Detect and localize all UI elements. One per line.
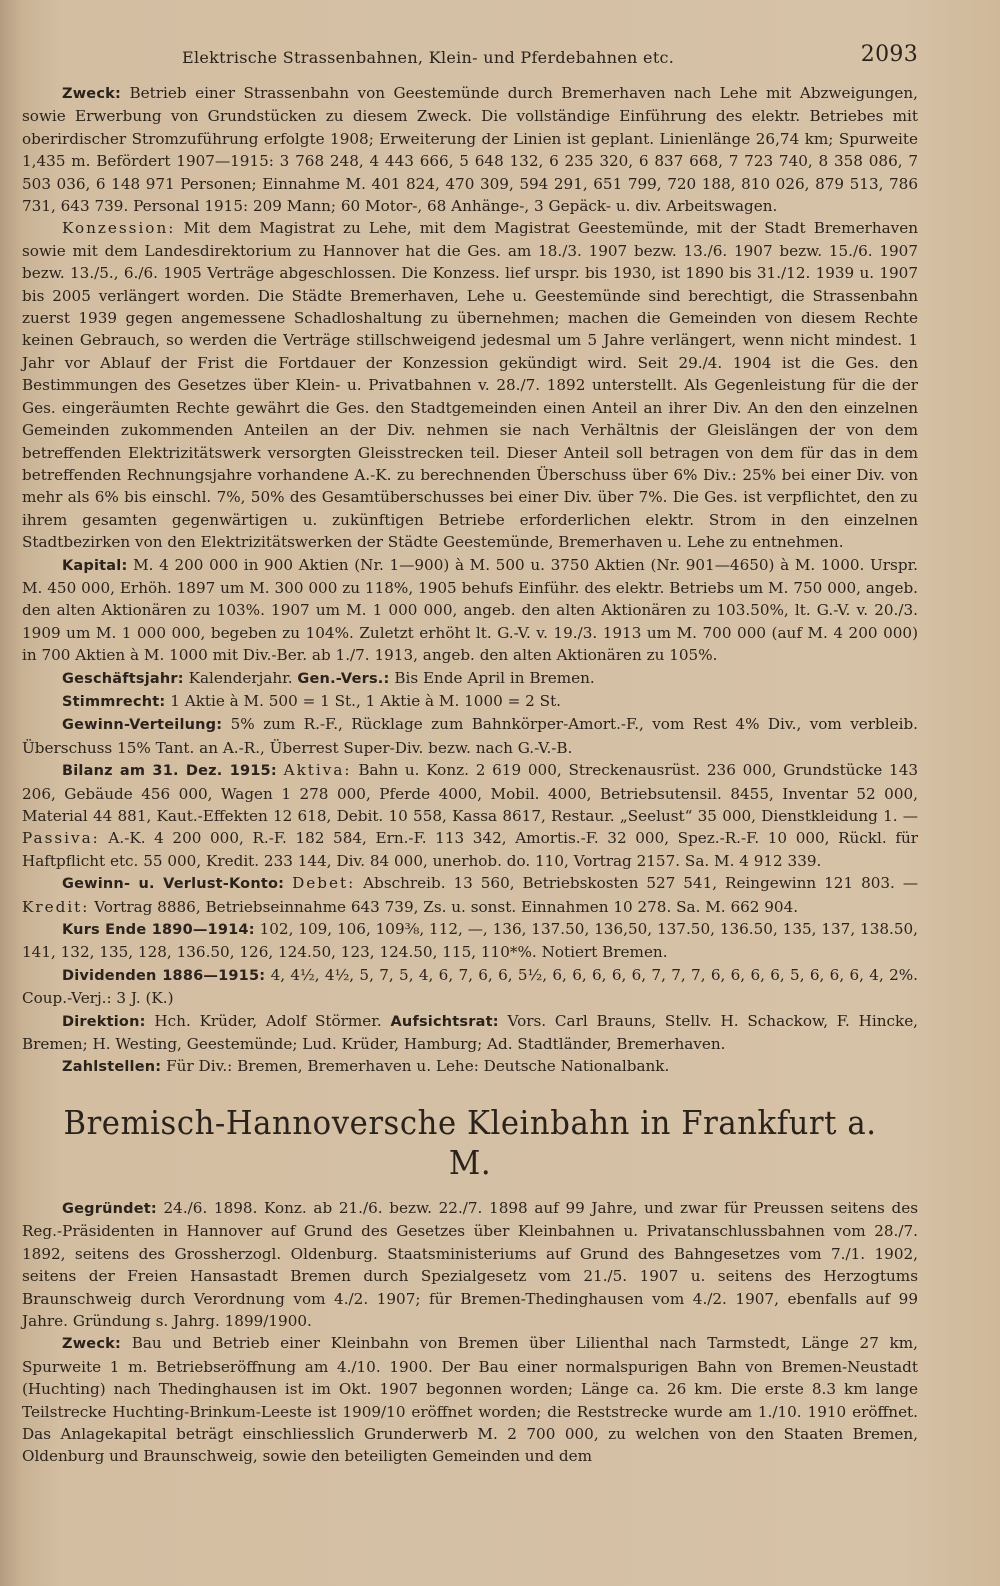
zweck2-text: Bau und Betrieb einer Kleinbahn von Bremen über Lilienthal nach Tarmstedt, Länge 27 km, Spurweite 1 m. Betriebseröffnung am 4./10. 1900. Der Bau einer normalspurigen Bahn von Bremen-Neustadt (Huchting) nach Thedinghausen ist im Okt. 1907 begonnen worden; Länge ca. 26 km. Die erste 8.3 km lange Teilstrecke Huchting-Brinkum-Leeste ist 1909/10 eröffnet worden; die Reststrecke wurde am 1./10. 1910 eröffnet. Das Anlagekapital beträgt einschliesslich Grunderwerb M. 2 700 000, zu welchen von den Staaten Bremen, Oldenburg und Braunschweig, sowie den beteiligten Gemeinden und dem xyxy=(22,1334,918,1466)
gewinn-label: Gewinn-Verteilung: xyxy=(62,717,223,734)
direktion-label: Direktion: xyxy=(62,1013,146,1030)
konzession-text: Mit dem Magistrat zu Lehe, mit dem Magistrat Geestemünde, mit der Stadt Bremerhaven sowie mit dem Landesdirektorium zu Hannover hat die Ges. am 18./3. 1907 bezw. 13./6. 1907 bezw. 15./6. 1907 bezw. 13./5., 6./6. 1905 Verträge abgeschlossen. Die Konzess. lief urspr. bis 1930, ist 1890 bis 31./12. 1939 u. 1907 bis 2005 verlängert worden. Die Städte Bremerhaven, Lehe u. Geestemünde sind berechtigt, die Strassenbahn zuerst 1939 gegen angemessene Schadloshaltung zu übernehmen; machen die Gemeinden von diesem Rechte keinen Gebrauch, so werden die Verträge stillschweigend jedesmal um 5 Jahre verlängert, wenn nicht mindest. 1 Jahr vor Ablauf der Frist die Fortdauer der Konzession gekündigt wird. Seit 29./4. 1904 ist die Ges. den Bestimmungen des Gesetzes über Klein- u. Privatbahnen v. 28./7. 1892 unterstellt. Als Gegenleistung für die der Ges. eingeräumten Rechte gewährt die Ges. den Stadtgemeinden einen Anteil an ihrer Div. An den den einzelnen Gemeinden zukommenden Anteilen an der Div. nehmen sie nach Verhältnis der Gleislängen der von dem betreffenden Elektrizitätswerk versorgten Gleisstrecken teil. Dieser Anteil soll betragen von dem für das in dem betreffenden Rechnungsjahre vorhandene A.-K. zu berechnenden Überschuss über 6% Div.: 25% bei einer Div. von mehr als 6% bis einschl. 7%, 50% des Gesamtüberschusses bei einer Div. über 7%. Die Ges. ist verpflichtet, den zu ihrem gesamten gegenwärtigen u. zukünftigen Betriebe erforderlichen elektr. Strom in den einzelnen Stadtbezirken von den Elektrizitätswerken der Städte Geestemünde, Bremerhaven u. Lehe zu entnehmen. xyxy=(22,219,919,552)
kurs-paragraph xyxy=(22,918,918,964)
konzession-paragraph xyxy=(22,217,918,553)
geschaeftsjahr-label: Geschäftsjahr: xyxy=(62,670,184,687)
geschaeftsjahr-paragraph xyxy=(22,667,918,690)
bilanz-passiva-text: A.-K. 4 200 000, R.-F. 182 584, Ern.-F. 113 342, Amortis.-F. 32 000, Spez.-R.-F. 10 000, Rückl. für Haftpflicht etc. 55 000, Kredit. 233 144, Div. 84 000, unerhob. do. 110, Vortrag 2157. Sa. M. 4 912 339. xyxy=(22,829,919,870)
direktion-paragraph xyxy=(22,1010,918,1056)
gewinn-text: 5% zum R.-F., Rücklage zum Bahnkörper-Amort.-F., vom Rest 4% Div., vom verbleib. Überschuss 15% Tant. an A.-R., Überrest Super-Div. bezw. nach G.-V.-B. xyxy=(22,715,918,757)
running-title: Elektrische Strassenbahnen, Klein- und Pferdebahnen etc. xyxy=(182,48,675,67)
guv-paragraph xyxy=(22,872,918,918)
aufsichtsrat-label: Aufsichtsrat: xyxy=(390,1013,499,1030)
kurs-label: Kurs Ende 1890—1914: xyxy=(62,922,255,939)
guv-label: Gewinn- u. Verlust-Konto: xyxy=(62,876,285,893)
page-number: 2093 xyxy=(860,42,918,67)
zweck-label: Zweck: xyxy=(62,86,121,102)
bilanz-aktiva-label: Aktiva: xyxy=(283,761,352,780)
guv-kredit-text: Vortrag 8886, Betriebseinnahme 643 739, Zs. u. sonst. Einnahmen 10 278. Sa. M. 662 904. xyxy=(94,897,799,916)
dividenden-paragraph xyxy=(22,964,918,1010)
gv-label: Gen.-Vers.: xyxy=(297,670,390,687)
stimmrecht-paragraph xyxy=(22,690,918,713)
gegruendet-text: 24./6. 1898. Konz. ab 21./6. bezw. 22./7. 1898 auf 99 Jahre, und zwar für Preussen seitens des Reg.-Präsidenten in Hannover auf Grund des Gesetzes über Kleinbahnen u. Privatanschlussbahnen vom 28./7. 1892, seitens des Grossherzogl. Oldenburg. Staatsministeriums auf Grund des Bahngesetzes vom 7./1. 1902, seitens der Freien Hansastadt Bremen durch Spezialgesetz vom 21./5. 1907 u. seitens des Herzogtums Braunschweig durch Verordnung vom 4./2. 1907; für Bremen-Thedinghausen vom 4./2. 1907, ebenfalls auf 99 Jahre. Gründung s. Jahrg. 1899/1900. xyxy=(22,1198,918,1330)
kapital-paragraph xyxy=(22,554,918,667)
kapital-text: M. 4 200 000 in 900 Aktien (Nr. 1—900) à M. 500 u. 3750 Aktien (Nr. 901—4650) à M. 1000. Urspr. M. 450 000, Erhöh. 1897 um M. 300 000 zu 118%, 1905 behufs Einführ. des elektr. Betriebs um M. 750 000, angeb. den alten Aktionären zu 103%. 1907 um M. 1 000 000, angeb. den alten Aktionären zu 103.50%, lt. G.-V. v. 20./3. 1909 um M. 1 000 000, begeben zu 104%. Zuletzt erhöht lt. G.-V. v. 19./3. 1913 um M. 700 000 (auf M. 4 200 000) in 700 Aktien à M. 1000 mit Div.-Ber. ab 1./7. 1913, angeb. den alten Aktionären zu 105%. xyxy=(22,555,918,665)
gegruendet-label: Gegründet: xyxy=(62,1200,157,1217)
zweck-paragraph xyxy=(22,82,918,217)
guv-kredit-label: Kredit: xyxy=(22,897,90,916)
zweck-text: Betrieb einer Strassenbahn von Geestemünde durch Bremerhaven nach Lehe mit Abzweigungen, sowie Erwerbung von Grundstücken zu diesem Zweck. Die vollständige Einführung des elektr. Betriebes mit oberirdischer Stromzuführung erfolgte 1908; Erweiterung der Linien ist geplant. Linienlänge 26,74 km; Spurweite 1,435 m. Befördert 1907—1915: 3 768 248, 4 443 666, 5 648 132, 6 235 320, 6 837 668, 7 723 740, 8 358 086, 7 503 036, 6 148 971 Personen; Einnahme M. 401 824, 470 309, 594 291, 651 799, 720 188, 810 026, 879 513, 786 731, 643 739. Personal 1915: 209 Mann; 60 Motor-, 68 Anhänge-, 3 Gepäck- u. div. Arbeitswagen. xyxy=(22,84,919,216)
gv-text: Bis Ende April in Bremen. xyxy=(394,668,595,687)
guv-debet-text: Abschreib. 13 560, Betriebskosten 527 541, Reingewinn 121 803. — xyxy=(363,874,919,893)
gewinn-paragraph xyxy=(22,713,918,759)
stimmrecht-text: 1 Aktie à M. 500 = 1 St., 1 Aktie à M. 1000 = 2 St. xyxy=(170,691,561,710)
zahlstellen-paragraph xyxy=(22,1055,918,1078)
bilanz-passiva-label: Passiva: xyxy=(22,829,100,848)
dividenden-label: Dividenden 1886—1915: xyxy=(62,967,266,984)
guv-debet-label: Debet: xyxy=(292,874,356,893)
konzession-label: Konzession: xyxy=(62,219,176,238)
stimmrecht-label: Stimmrecht: xyxy=(62,693,166,710)
running-header xyxy=(22,42,918,82)
bilanz-aktiva-text: Bahn u. Konz. 2 619 000, Streckenausrüst. 236 000, Grundstücke 143 206, Gebäude 456 000, Wagen 1 278 000, Pferde 4000, Mobil. 4000, Betriebsutensil. 8455, Inventar 52 000, Material 44 881, Kaut.-Effekten 12 618, Debit. 10 558, Kassa 8617, Restaur. „Seelust“ 35 000, Dienstkleidung 1. — xyxy=(22,761,919,825)
aufsichtsrat-text: Vors. Carl Brauns, Stellv. H. Schackow, F. Hincke, Bremen; H. Westing, Geestemünde; Lud. Krüder, Hamburg; Ad. Stadtländer, Bremerhaven. xyxy=(22,1011,919,1054)
kapital-label: Kapital: xyxy=(62,557,128,574)
zweck2-label: Zweck: xyxy=(62,1336,121,1353)
zweck2-paragraph xyxy=(22,1332,918,1467)
direktion-text: Hch. Krüder, Adolf Störmer. xyxy=(154,1011,382,1030)
bilanz-paragraph xyxy=(22,759,918,872)
zahlstellen-text: Für Div.: Bremen, Bremerhaven u. Lehe: Deutsche Nationalbank. xyxy=(166,1057,670,1076)
zahlstellen-label: Zahlstellen: xyxy=(62,1059,162,1076)
bilanz-label: Bilanz am 31. Dez. 1915: xyxy=(62,763,277,780)
kurs-text: 102, 109, 106, 109⅜, 112, —, 136, 137.50, 136,50, 137.50, 136.50, 135, 137, 138.50, 141, 132, 135, 128, 136.50, 126, 124.50, 123, 124.50, 115, 110*%. Notiert Bremen. xyxy=(22,920,918,962)
geschaeftsjahr-text: Kalenderjahr. xyxy=(188,668,293,687)
section-title: Bremisch-Hannoversche Kleinbahn in Frankfurt a. M. xyxy=(63,1102,877,1182)
dividenden-text: 4, 4½, 4½, 5, 7, 5, 4, 6, 7, 6, 6, 5½, 6, 6, 6, 6, 6, 7, 7, 7, 6, 6, 6, 6, 5, 6, 6, 6, 4, 2%. Coup.-Verj.: 3 J. (K.) xyxy=(22,965,919,1008)
gegruendet-paragraph xyxy=(22,1197,918,1332)
